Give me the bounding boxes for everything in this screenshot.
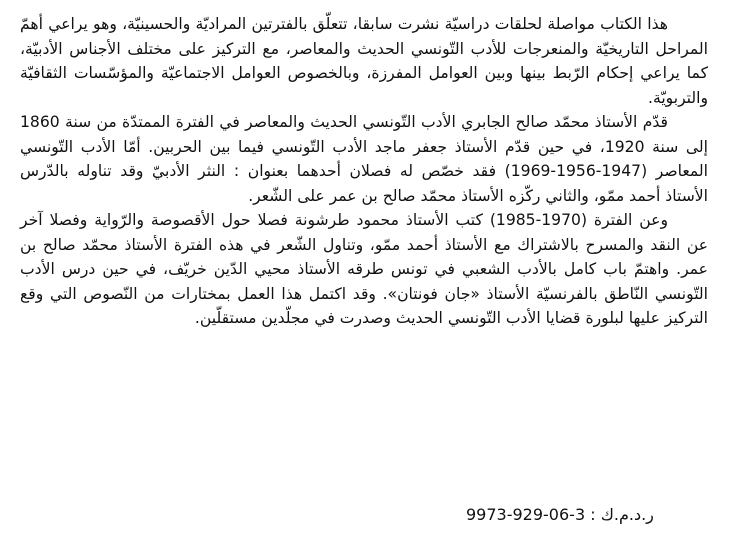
isbn-label: ر.د.م.ك :	[590, 505, 654, 524]
paragraph-3: وعن الفترة (1970-1985) كتب الأستاذ محمود طرشونة فصلا حول الأقصوصة والرّواية وفصلا آخر عن النقد والمسرح بالاشتراك مع الأستاذ أحمد ممّو، وتناول الشّعر في هذه الفترة الأستاذ محمّد صالح بن عمر. واهتمّ باب كامل بالأدب الشعبي في تونس طرقه الأستاذ محيي الدّين خريّف، في حين درس الأدب التّونسي النّاطق بالفرنسيّة الأستاذ «جان فونتان». وقد اكتمل هذا العمل بمختارات من النّصوص التي وقع التركيز عليها لبلورة قضايا الأدب التّونسي الحديث وصدرت في مجلّدين مستقلّين.	[20, 211, 708, 327]
document-body	[20, 12, 708, 331]
paragraph-1: هذا الكتاب مواصلة لحلقات دراسيّة نشرت سابقا، تتعلّق بالفترتين المراديّة والحسينيّة، وهو يراعي أهمّ المراحل التاريخيّة والمنعرجات للأدب التّونسي الحديث والمعاصر، مع التركيز على مختلف الأجناس الأدبيّة، كما يراعي إحكام الرّبط بينها وبين العوامل المفرزة، وبالخصوص العوامل الاجتماعيّة والمؤسّسات الثقافيّة والتربويّة.	[20, 15, 708, 107]
isbn-number: 9973-929-06-3	[466, 505, 586, 524]
isbn-line	[466, 505, 654, 524]
paragraph-2: قدّم الأستاذ محمّد صالح الجابري الأدب التّونسي الحديث والمعاصر في الفترة الممتدّة من سنة 1860 إلى سنة 1920، في حين قدّم الأستاذ جعفر ماجد الأدب التّونسي فيما بين الحربين. أمّا الأدب التّونسي المعاصر (1947-1956-1969) فقد خصّص له فصلان أحدهما بعنوان : النثر الأدبيّ وقد تناوله بالدّرس الأستاذ أحمد ممّو، والثاني ركّزه الأستاذ محمّد صالح بن عمر على الشّعر.	[20, 113, 708, 205]
